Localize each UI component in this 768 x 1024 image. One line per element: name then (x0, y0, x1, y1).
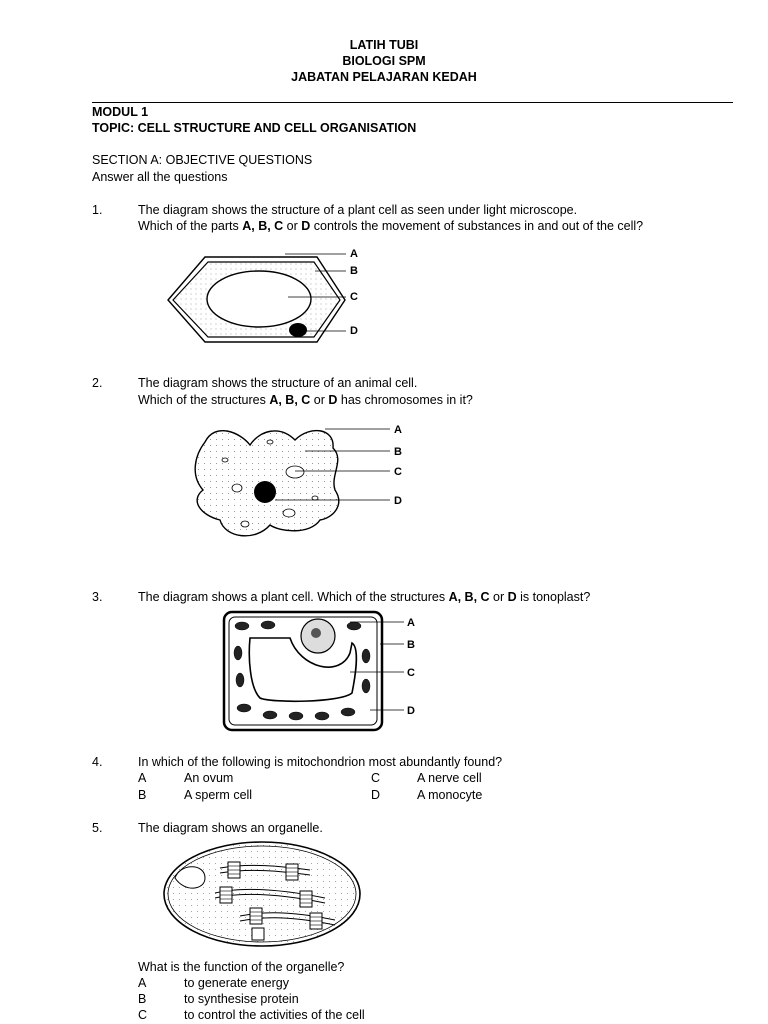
q5-option-c-letter: C (138, 1008, 148, 1022)
q1-label-a: A (350, 248, 358, 260)
q4-option-a-text: An ovum (184, 771, 234, 785)
q3-line: The diagram shows a plant cell. Which of the structures A, B, C or D is tonoplast? (138, 590, 591, 604)
q2-line-2: Which of the structures A, B, C or D has chromosomes in it? (138, 393, 473, 407)
q2-animal-cell-diagram (185, 420, 415, 560)
header-divider (92, 102, 733, 103)
q3-label-c: C (407, 667, 415, 679)
q5-option-b-letter: B (138, 992, 147, 1006)
q1-line-1: The diagram shows the structure of a plant cell as seen under light microscope. (138, 203, 578, 217)
section-title: SECTION A: OBJECTIVE QUESTIONS (92, 153, 313, 167)
q5-text: The diagram shows an organelle. (138, 821, 323, 835)
q5-option-b-text: to synthesise protein (184, 992, 299, 1006)
q1-label-c: C (350, 291, 358, 303)
q2-line-1: The diagram shows the structure of an animal cell. (138, 376, 418, 390)
q5-question: What is the function of the organelle? (138, 960, 345, 974)
header-line-3: JABATAN PELAJARAN KEDAH (291, 70, 477, 84)
q3-label-b: B (407, 639, 415, 651)
q5-number: 5. (92, 821, 103, 835)
q3-number: 3. (92, 590, 103, 604)
q4-number: 4. (92, 755, 103, 769)
q1-plant-cell-diagram (160, 243, 370, 353)
module-title: MODUL 1 (92, 105, 149, 119)
q5-option-a-letter: A (138, 976, 147, 990)
q4-option-c-letter: C (371, 771, 381, 785)
q4-option-a-letter: A (138, 771, 147, 785)
q2-label-a: A (394, 424, 402, 436)
module-topic: TOPIC: CELL STRUCTURE AND CELL ORGANISATION (92, 121, 417, 135)
q5-chloroplast-diagram (160, 838, 370, 953)
q1-number: 1. (92, 203, 103, 217)
q2-number: 2. (92, 376, 103, 390)
q4-option-d-letter: D (371, 788, 381, 802)
q1-line-2: Which of the parts A, B, C or D controls the movement of substances in and out of the cell? (138, 219, 644, 233)
q4-option-d-text: A monocyte (417, 788, 483, 802)
q5-option-c-text: to control the activities of the cell (184, 1008, 365, 1022)
q3-plant-cell-diagram (220, 608, 430, 736)
header-line-1: LATIH TUBI (349, 38, 419, 52)
q3-label-d: D (407, 705, 415, 717)
q5-option-a-text: to generate energy (184, 976, 289, 990)
q4-option-b-letter: B (138, 788, 147, 802)
q1-label-d: D (350, 325, 358, 337)
header-line-2: BIOLOGI SPM (342, 54, 426, 68)
section-instruction: Answer all the questions (92, 170, 228, 184)
q4-option-c-text: A nerve cell (417, 771, 482, 785)
q3-label-a: A (407, 617, 415, 629)
q2-label-b: B (394, 446, 402, 458)
q2-label-c: C (394, 466, 402, 478)
q4-text: In which of the following is mitochondrion most abundantly found? (138, 755, 503, 769)
q1-label-b: B (350, 265, 358, 277)
q2-label-d: D (394, 495, 402, 507)
q4-option-b-text: A sperm cell (184, 788, 253, 802)
